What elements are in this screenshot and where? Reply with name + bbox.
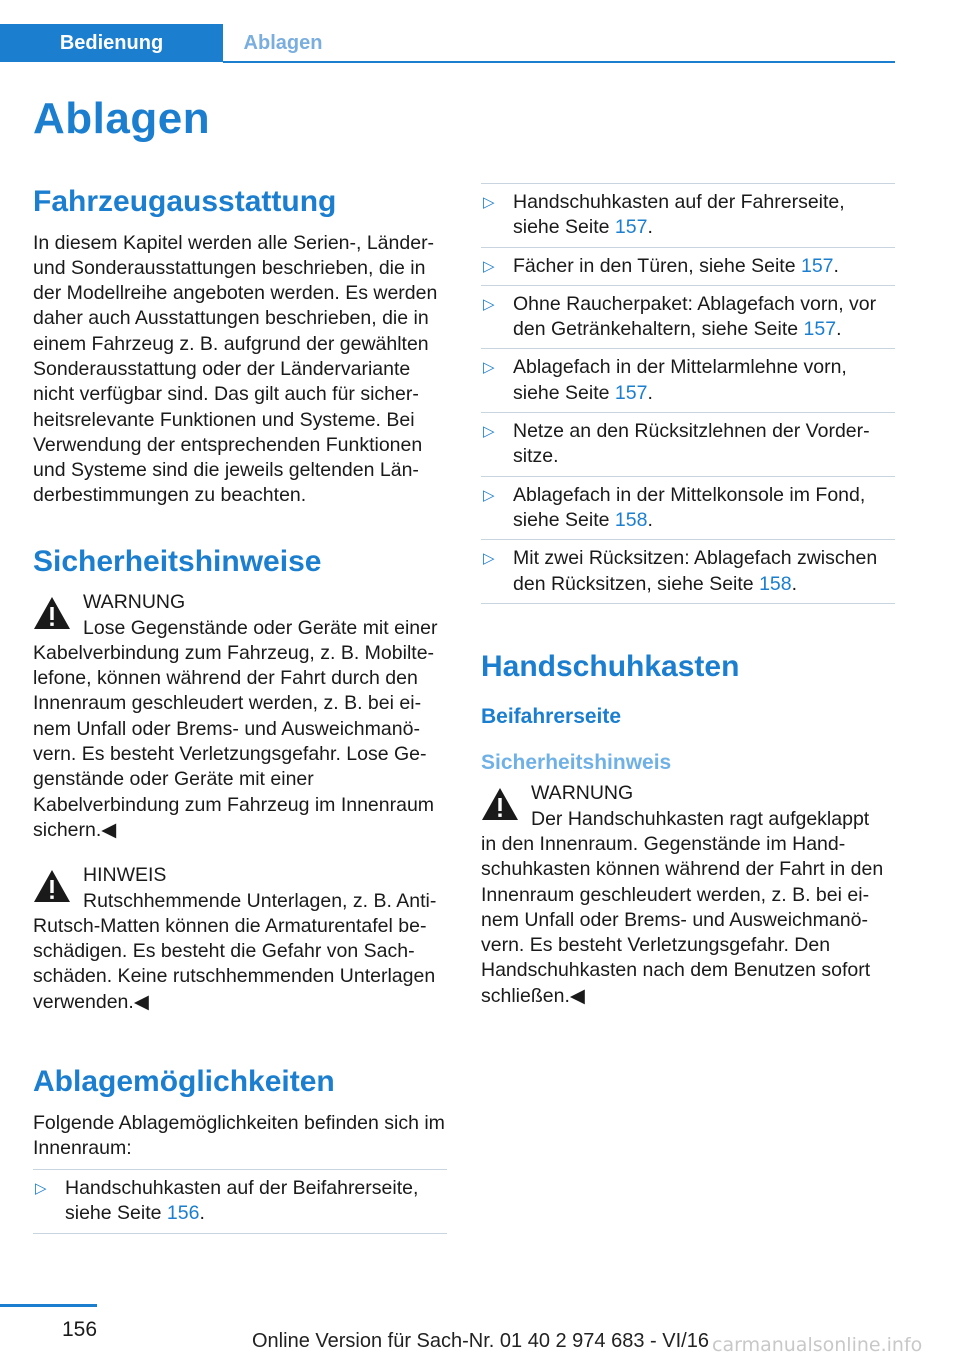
page-link[interactable]: 158 bbox=[759, 572, 792, 595]
list-item bbox=[481, 248, 895, 286]
warning-triangle-icon bbox=[33, 869, 71, 903]
subheading-beifahrerseite: Beifahrerseite bbox=[481, 705, 622, 729]
right-column bbox=[481, 183, 895, 1009]
list-item-text: Mit zwei Rücksitzen: Ablagefach zwischen den Rücksitzen, siehe Seite bbox=[513, 547, 878, 595]
list-item bbox=[33, 1169, 447, 1234]
list-item-text: Netze an den Rücksitzlehnen der Vordersitze. bbox=[513, 420, 870, 468]
page-link[interactable]: 157 bbox=[614, 381, 648, 404]
triangle-right-icon: ▷ bbox=[483, 257, 495, 275]
page-title: Ablagen bbox=[33, 94, 211, 143]
warning-block bbox=[33, 590, 447, 843]
glovebox-warning-block bbox=[481, 781, 895, 1009]
warning-label: WARNUNG bbox=[83, 591, 186, 614]
list-item bbox=[481, 286, 895, 350]
page-link[interactable]: 157 bbox=[800, 254, 834, 277]
warning-text-first-line: Der Handschuhkasten ragt aufgeklappt bbox=[531, 807, 870, 830]
watermark: carmanualsonline.info bbox=[712, 1334, 923, 1356]
warning-text: Kabelverbindung zum Fahrzeug, z. B. Mobiltelefone, können während der Fahrt durch den Innenraum geschleudert werden, z. B. bei einem Unfall oder Brems- und Ausweichmanövern. Es besteht Verletzungsgefahr. Lose Gegenstände oder Geräte mit einer Kabelverbindung zum Fahrzeug im Innenraum sichern.◀ bbox=[33, 641, 435, 841]
list-item-end: . bbox=[833, 254, 839, 277]
list-item-text: Ohne Raucherpaket: Ablagefach vorn, vor den Getränkehaltern, siehe Seite bbox=[513, 292, 877, 341]
section-heading-fahrzeugausstattung: Fahrzeugausstattung bbox=[33, 185, 337, 218]
hinweis-text-first-line: Rutschhemmende Unterlagen, z. B. Anti- bbox=[83, 889, 437, 912]
list-item bbox=[481, 540, 895, 604]
warning-label: WARNUNG bbox=[531, 782, 634, 805]
triangle-right-icon: ▷ bbox=[483, 423, 495, 441]
glovebox-warning-text: in den Innenraum. Gegenstände im Handschuhkasten können während der Fahrt in den Innenraum geschleudert werden, z. B. bei einem Unfall oder Brems- und Ausweichmanövern. Es besteht Verletzungsgefahr. Den Handschuhkasten nach dem Benutzen sofort schließen.◀ bbox=[481, 832, 884, 1007]
list-item-text: Handschuhkasten auf der Fahrerseite, siehe Seite bbox=[513, 191, 845, 239]
header-rule bbox=[223, 61, 895, 63]
section-heading-ablagemoeglichkeiten: Ablagemöglichkeiten bbox=[33, 1065, 335, 1099]
list-item-end: . bbox=[836, 318, 842, 341]
triangle-right-icon: ▷ bbox=[35, 1180, 47, 1198]
warning-triangle-icon bbox=[481, 787, 519, 821]
page-number: 156 bbox=[62, 1318, 98, 1341]
page-link[interactable]: 157 bbox=[614, 216, 648, 239]
triangle-right-icon: ▷ bbox=[483, 194, 495, 211]
list-item-end: . bbox=[199, 1202, 205, 1225]
tab-ablagen[interactable]: Ablagen bbox=[243, 31, 323, 54]
warning-text-first-line: Lose Gegenstände oder Geräte mit einer bbox=[83, 616, 438, 639]
subheading-sicherheitshinweis: Sicherheitshinweis bbox=[481, 751, 672, 775]
triangle-right-icon: ▷ bbox=[483, 295, 495, 313]
list-item-text: Fächer in den Türen, siehe Seite bbox=[513, 254, 801, 277]
page-link[interactable]: 157 bbox=[803, 318, 837, 341]
list-item bbox=[481, 183, 895, 248]
tab-bedienung[interactable]: Bedienung bbox=[0, 24, 223, 62]
hinweis-text: Rutsch-Matten können die Armaturentafel beschädigen. Es besteht die Gefahr von Sachschäden. Keine rutschhemmenden Unterlagen verwenden.◀ bbox=[33, 914, 436, 1013]
left-column bbox=[33, 183, 447, 1234]
triangle-right-icon: ▷ bbox=[483, 486, 495, 504]
list-item-end: . bbox=[647, 216, 653, 239]
warning-triangle-icon bbox=[33, 596, 71, 630]
list-item bbox=[481, 477, 895, 541]
triangle-right-icon: ▷ bbox=[483, 550, 495, 568]
ablage-intro: Folgende Ablagemöglichkeiten befinden sich im Innenraum: bbox=[33, 1111, 445, 1159]
hinweis-block bbox=[33, 863, 447, 1015]
list-item-text: Ablagefach in der Mittelarmlehne vorn, siehe Seite bbox=[513, 356, 847, 404]
fahrzeugausstattung-body: In diesem Kapitel werden alle Serien-, Länder- und Sonderausstattungen beschrieben, die in der Modellreihe angeboten werden. Es werden daher auch Ausstattungen beschrieben, die in einem Fahrzeug z. B. aufgrund der gewählten Sonderausstattung oder der Ländervariante nicht verfügbar sind. Das gilt auch für sicherheitsrelevante Funktionen und Systeme. Bei Verwendung der entsprechenden Funktionen und Systeme sind die jeweils geltenden Länderbestimmungen zu beachten. bbox=[33, 231, 438, 507]
list-item-text: Ablagefach in der Mittelkonsole im Fond, siehe Seite bbox=[513, 483, 866, 531]
online-version-text: Online Version für Sach-Nr. 01 40 2 974 683 - VI/16 bbox=[252, 1330, 709, 1352]
storage-list-right bbox=[481, 183, 895, 604]
section-heading-handschuhkasten: Handschuhkasten bbox=[481, 649, 740, 683]
list-item bbox=[481, 413, 895, 477]
hinweis-label: HINWEIS bbox=[83, 864, 167, 887]
triangle-right-icon: ▷ bbox=[483, 359, 495, 377]
list-item-end: . bbox=[647, 381, 653, 404]
list-item bbox=[481, 349, 895, 413]
storage-list-left bbox=[33, 1169, 447, 1234]
list-item-end: . bbox=[647, 508, 653, 531]
section-heading-sicherheitshinweise: Sicherheitshinweise bbox=[33, 544, 322, 578]
page-link[interactable]: 156 bbox=[166, 1202, 200, 1225]
list-item-end: . bbox=[791, 572, 798, 595]
footer-rule bbox=[0, 1304, 97, 1307]
list-item-text: Handschuhkasten auf der Beifahrerseite, siehe Seite bbox=[65, 1177, 419, 1225]
page-link[interactable]: 158 bbox=[614, 508, 648, 531]
